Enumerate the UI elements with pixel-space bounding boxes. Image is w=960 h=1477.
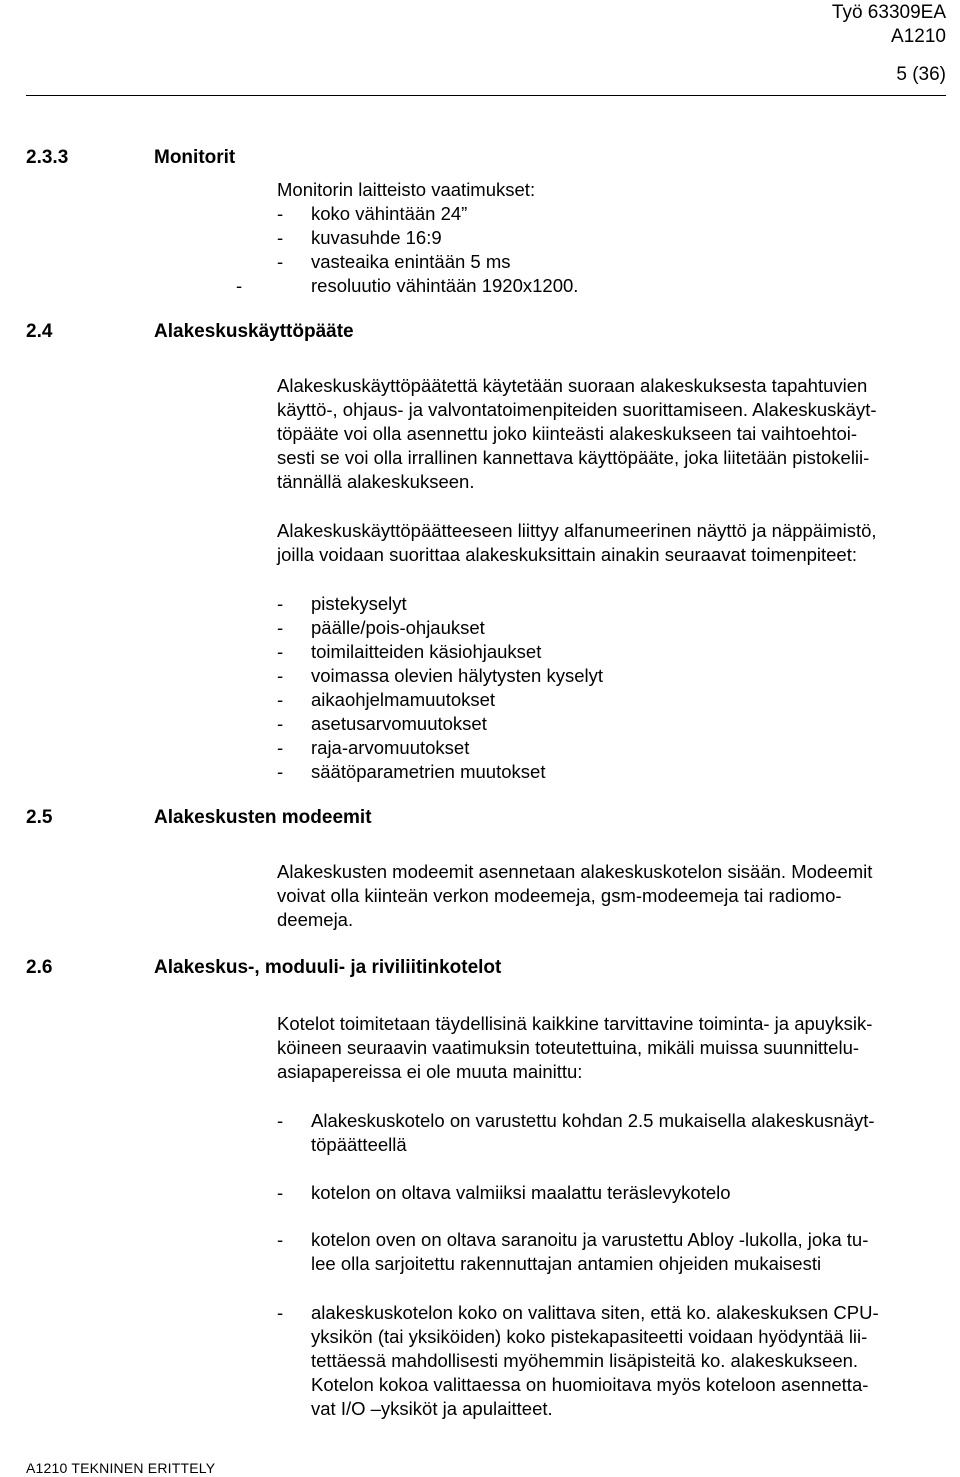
section-title: Alakeskuskäyttöpääte xyxy=(154,321,354,342)
document-code: A1210 xyxy=(891,26,946,47)
list-item: - kotelon on oltava valmiiksi maalattu teräslevykotelo xyxy=(277,1181,947,1205)
paragraph-line: asiapapereissa ei ole muuta mainittu: xyxy=(277,1061,583,1082)
bullet-dash: - xyxy=(277,713,284,734)
bullet-dash: - xyxy=(277,617,284,638)
paragraph-line: köineen seuraavin vaatimuksin toteutettuina, mikäli muissa suunnittelu- xyxy=(277,1037,860,1058)
bullet-dash: - xyxy=(277,1302,284,1323)
page-footer: A1210 TEKNINEN ERITTELY xyxy=(26,1460,216,1476)
paragraph-line: töpääte voi olla asennettu joko kiinteästi alakeskukseen tai vaihtoehtoi- xyxy=(277,423,858,444)
bullet-dash: - xyxy=(277,203,294,224)
list-item: - vasteaika enintään 5 ms xyxy=(277,251,511,272)
bullet-dash: - xyxy=(277,689,284,710)
paragraph: Monitorin laitteisto vaatimukset: xyxy=(277,179,536,200)
list-item: - alakeskuskotelon koko on valittava siten, että ko. alakeskuksen CPU- xyxy=(277,1301,947,1325)
list-item: - säätöparametrien muutokset xyxy=(277,760,947,784)
work-number: Työ 63309EA xyxy=(831,2,946,23)
list-item: - asetusarvomuutokset xyxy=(277,712,947,736)
section-title: Alakeskus-, moduuli- ja riviliitinkotelot xyxy=(154,957,502,978)
bullet-dash: - xyxy=(277,1182,284,1203)
paragraph-line: Kotelot toimitetaan täydellisinä kaikkine tarvittavine toiminta- ja apuyksik- xyxy=(277,1013,873,1034)
bullet-dash: - xyxy=(236,275,243,296)
paragraph-line: tännällä alakeskukseen. xyxy=(277,471,475,492)
list-item-continuation: lee olla sarjoitettu rakennuttajan antamien ohjeiden mukaisesti xyxy=(311,1253,822,1274)
section-number: 2.5 xyxy=(26,807,53,828)
bullet-dash: - xyxy=(277,251,294,272)
section-number: 2.4 xyxy=(26,321,53,342)
list-item: - päälle/pois-ohjaukset xyxy=(277,616,947,640)
page-number: 5 (36) xyxy=(896,64,946,85)
section-number: 2.6 xyxy=(26,957,53,978)
bullet-dash: - xyxy=(277,1110,284,1131)
list-item-continuation: töpäätteellä xyxy=(311,1134,407,1155)
list-item: - kuvasuhde 16:9 xyxy=(277,227,442,248)
bullet-dash: - xyxy=(277,641,284,662)
paragraph-line: voivat olla kiinteän verkon modeemeja, gsm-modeemeja tai radiomo- xyxy=(277,885,842,906)
bullet-dash: - xyxy=(277,761,284,782)
paragraph-line: sesti se voi olla irrallinen kannettava käyttöpääte, joka liitetään pistokelii- xyxy=(277,447,870,468)
section-number: 2.3.3 xyxy=(26,147,69,168)
section-title: Alakeskusten modeemit xyxy=(154,807,372,828)
bullet-dash: - xyxy=(277,1229,284,1250)
paragraph-line: joilla voidaan suorittaa alakeskuksittain ainakin seuraavat toimenpiteet: xyxy=(277,544,858,565)
list-item: - voimassa olevien hälytysten kyselyt xyxy=(277,664,947,688)
bullet-dash: - xyxy=(277,737,284,758)
section-title: Monitorit xyxy=(154,147,236,168)
list-item: - aikaohjelmamuutokset xyxy=(277,688,947,712)
bullet-dash: - xyxy=(277,593,284,614)
paragraph-line: deemeja. xyxy=(277,909,354,930)
list-item: - kotelon oven on oltava saranoitu ja varustettu Abloy -lukolla, joka tu- xyxy=(277,1228,947,1252)
paragraph-line: Alakeskuskäyttöpäätettä käytetään suoraan alakeskuksesta tapahtuvien xyxy=(277,375,868,396)
list-item: - toimilaitteiden käsiohjaukset xyxy=(277,640,947,664)
paragraph-line: Alakeskusten modeemit asennetaan alakeskuskotelon sisään. Modeemit xyxy=(277,861,873,882)
list-item-continuation: Kotelon kokoa valittaessa on huomioitava myös koteloon asennetta- xyxy=(311,1374,869,1395)
list-item: - koko vähintään 24” xyxy=(277,203,468,224)
paragraph-line: Alakeskuskäyttöpäätteeseen liittyy alfanumeerinen näyttö ja näppäimistö, xyxy=(277,520,877,541)
list-item-continuation: yksikön (tai yksiköiden) koko pistekapasiteetti voidaan hyödyntää lii- xyxy=(311,1326,868,1347)
list-item-continuation: vat I/O –yksiköt ja apulaitteet. xyxy=(311,1398,553,1419)
list-item: - Alakeskuskotelo on varustettu kohdan 2.5 mukaisella alakeskusnäyt- xyxy=(277,1109,947,1133)
list-item-continuation: tettäessä mahdollisesti myöhemmin lisäpisteitä ko. alakeskukseen. xyxy=(311,1350,859,1371)
bullet-dash: - xyxy=(277,665,284,686)
list-item: - resoluutio vähintään 1920x1200. xyxy=(236,275,579,296)
paragraph-line: käyttö-, ohjaus- ja valvontatoimenpiteiden suorittamiseen. Alakeskuskäyt- xyxy=(277,399,877,420)
bullet-dash: - xyxy=(277,227,294,248)
list-item: - raja-arvomuutokset xyxy=(277,736,947,760)
list-item: - pistekyselyt xyxy=(277,592,947,616)
header-rule xyxy=(26,95,946,96)
